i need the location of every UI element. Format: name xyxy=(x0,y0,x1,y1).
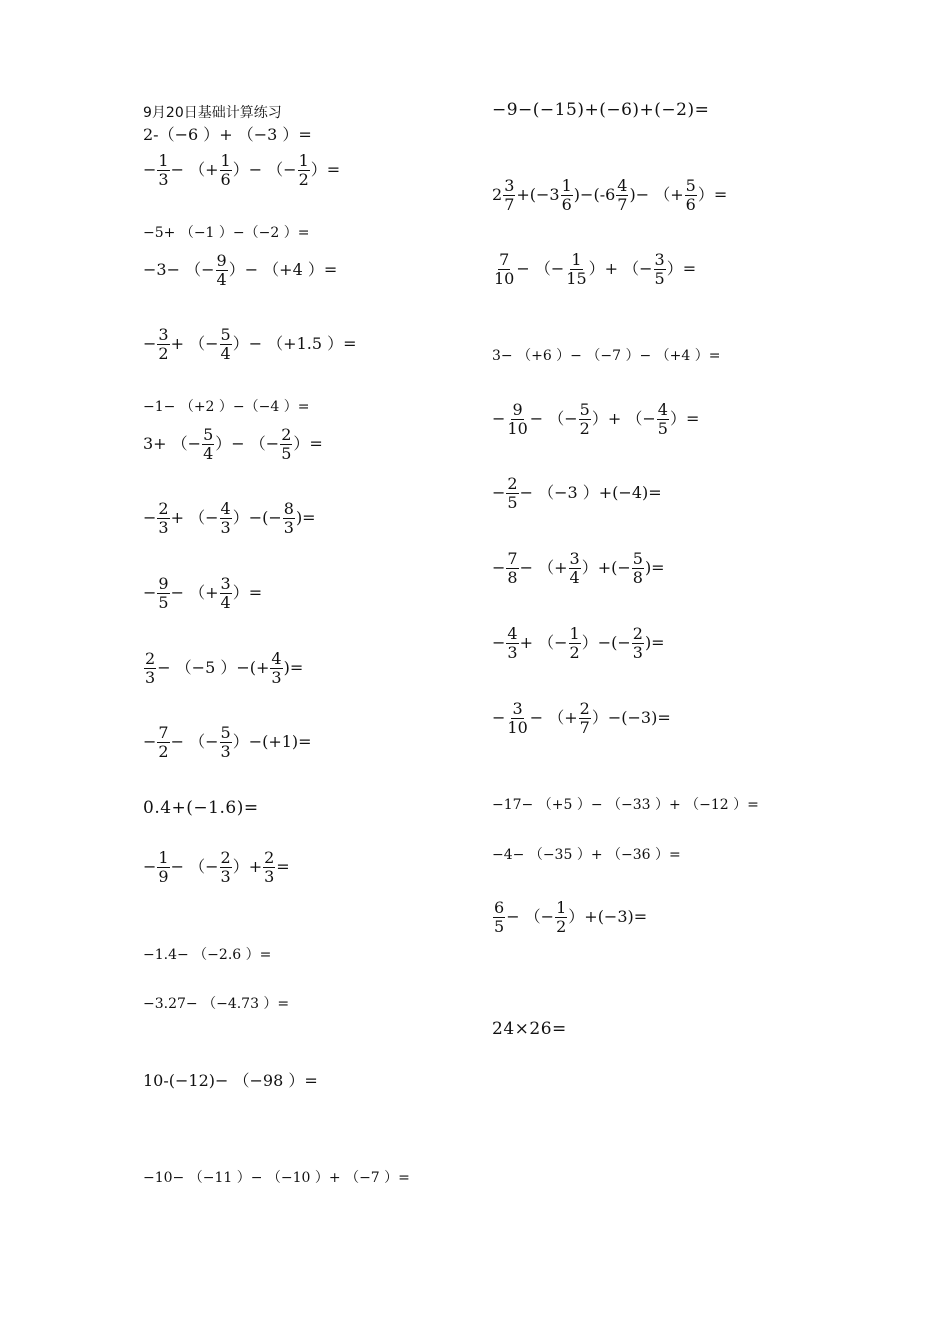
expression-text: ）−(− xyxy=(581,633,631,653)
fraction xyxy=(569,625,581,662)
expression-text: −5+ （−1 ）−（−2 ）= xyxy=(143,225,310,241)
expression-text: ）−(−3)= xyxy=(591,708,671,728)
expression-text: ）−(+1)= xyxy=(232,732,312,752)
fraction-denominator: 3 xyxy=(264,866,275,886)
fraction-numerator: 5 xyxy=(632,549,643,568)
fraction xyxy=(555,899,567,936)
fraction xyxy=(157,575,169,612)
expression-text: − xyxy=(143,732,157,752)
fraction-denominator: 8 xyxy=(507,567,518,587)
expression-text: +(−3 xyxy=(516,185,560,205)
fraction-numerator: 6 xyxy=(494,898,505,917)
fraction-numerator: 2 xyxy=(264,848,275,867)
problem-R6 xyxy=(492,475,662,512)
fraction xyxy=(654,251,666,288)
fraction-numerator: 2 xyxy=(579,699,590,718)
fraction xyxy=(569,550,581,587)
fraction xyxy=(220,849,232,886)
fraction-numerator: 7 xyxy=(499,250,510,269)
fraction xyxy=(579,401,591,438)
expression-text: − （− xyxy=(516,259,565,279)
fraction-numerator: 1 xyxy=(569,624,580,643)
expression-text: 2 xyxy=(492,185,503,205)
expression-text: − xyxy=(143,334,157,354)
fraction-denominator: 7 xyxy=(579,717,590,737)
expression-text: ）= xyxy=(697,185,728,205)
problem-L11 xyxy=(143,724,312,761)
expression-text: − xyxy=(492,558,506,578)
expression-text: )− （+ xyxy=(629,185,684,205)
fraction-numerator: 1 xyxy=(556,898,567,917)
problem-L7 xyxy=(143,426,323,463)
fraction-numerator: 5 xyxy=(220,723,231,742)
expression-text: − （+ xyxy=(170,160,219,180)
problem-L16 xyxy=(143,1073,318,1089)
fraction-denominator: 6 xyxy=(685,194,696,214)
problem-R12 xyxy=(492,899,647,936)
fraction xyxy=(506,550,518,587)
expression-text: ）+ （− xyxy=(588,259,653,279)
fraction-denominator: 3 xyxy=(158,169,169,189)
fraction xyxy=(144,650,156,687)
fraction-numerator: 1 xyxy=(298,151,309,170)
expression-text: − （−5 ）−(+ xyxy=(157,658,270,678)
fraction-numerator: 2 xyxy=(632,624,643,643)
expression-text: )−(-6 xyxy=(573,185,616,205)
fraction-denominator: 3 xyxy=(283,517,294,537)
problem-R8 xyxy=(492,625,665,662)
fraction xyxy=(685,177,697,214)
fraction-numerator: 7 xyxy=(507,549,518,568)
fraction-denominator: 10 xyxy=(507,717,528,737)
expression-text: 10-(−12)− （−98 ）= xyxy=(143,1071,318,1090)
fraction xyxy=(220,724,232,761)
problem-L15 xyxy=(143,997,289,1011)
fraction-denominator: 2 xyxy=(298,169,309,189)
problem-L14 xyxy=(143,948,271,962)
expression-text: −3− （− xyxy=(143,260,215,280)
fraction xyxy=(263,849,275,886)
expression-text: − xyxy=(492,409,506,429)
fraction xyxy=(579,700,591,737)
problem-L3 xyxy=(143,226,309,240)
problem-R7 xyxy=(492,550,665,587)
fraction xyxy=(202,426,214,463)
expression-text: − xyxy=(143,160,157,180)
fraction-denominator: 5 xyxy=(654,268,665,288)
fraction xyxy=(561,177,573,214)
expression-text: − xyxy=(143,508,157,528)
fraction-numerator: 8 xyxy=(283,499,294,518)
problem-L17 xyxy=(143,1171,410,1185)
fraction-denominator: 2 xyxy=(569,642,580,662)
fraction xyxy=(283,500,295,537)
fraction-denominator: 15 xyxy=(566,268,587,288)
fraction-denominator: 2 xyxy=(158,741,169,761)
expression-text: −3.27− （−4.73 ）= xyxy=(143,996,290,1012)
fraction xyxy=(632,625,644,662)
expression-text: )= xyxy=(644,633,665,653)
expression-text: −1.4− （−2.6 ）= xyxy=(143,947,272,963)
expression-text: −9−(−15)+(−6)+(−2)= xyxy=(492,100,710,120)
expression-text: − （+ xyxy=(519,558,568,578)
expression-text: − （− xyxy=(529,409,578,429)
problem-R11 xyxy=(492,848,681,862)
expression-text: −10− （−11 ）− （−10 ）+ （−7 ）= xyxy=(143,1170,410,1186)
fraction-denominator: 7 xyxy=(617,194,628,214)
fraction-denominator: 6 xyxy=(561,194,572,214)
fraction-numerator: 2 xyxy=(158,499,169,518)
expression-text: −1− （+2 ）−（−4 ）= xyxy=(143,399,310,415)
fraction-denominator: 5 xyxy=(281,443,292,463)
expression-text: ）+(−3)= xyxy=(568,907,648,927)
fraction xyxy=(157,152,169,189)
fraction-denominator: 4 xyxy=(203,443,214,463)
expression-text: = xyxy=(276,857,290,877)
fraction xyxy=(157,724,169,761)
fraction xyxy=(298,152,310,189)
fraction-numerator: 9 xyxy=(158,574,169,593)
problem-L13 xyxy=(143,849,290,886)
expression-text: + （− xyxy=(170,508,219,528)
fraction-denominator: 3 xyxy=(220,741,231,761)
fraction-denominator: 8 xyxy=(632,567,643,587)
fraction-denominator: 10 xyxy=(494,268,515,288)
expression-text: −17− （+5 ）− （−33 ）+ （−12 ）= xyxy=(492,797,759,813)
expression-text: ）−(− xyxy=(232,508,282,528)
problem-L4 xyxy=(143,252,337,289)
fraction xyxy=(220,326,232,363)
problem-L1 xyxy=(143,127,312,143)
expression-text: ）= xyxy=(232,583,263,603)
expression-text: ）+ xyxy=(232,857,263,877)
fraction-numerator: 4 xyxy=(657,400,668,419)
expression-text: ）= xyxy=(669,409,700,429)
fraction-denominator: 5 xyxy=(507,492,518,512)
fraction-numerator: 3 xyxy=(158,325,169,344)
fraction xyxy=(506,625,518,662)
expression-text: )= xyxy=(644,558,665,578)
fraction-numerator: 3 xyxy=(220,574,231,593)
expression-text: − （−3 ）+(−4)= xyxy=(519,483,662,503)
expression-text: − xyxy=(492,633,506,653)
expression-text: ）= xyxy=(666,259,697,279)
fraction-numerator: 1 xyxy=(158,848,169,867)
problem-R10 xyxy=(492,798,759,812)
expression-text: ）− （− xyxy=(215,434,280,454)
problem-L6 xyxy=(143,400,309,414)
fraction xyxy=(506,401,528,438)
fraction-denominator: 2 xyxy=(158,343,169,363)
fraction-denominator: 4 xyxy=(220,592,231,612)
fraction xyxy=(565,251,587,288)
fraction xyxy=(220,152,232,189)
fraction-numerator: 9 xyxy=(216,251,227,270)
fraction-numerator: 2 xyxy=(281,425,292,444)
problem-R9 xyxy=(492,700,671,737)
fraction xyxy=(493,251,515,288)
problem-R3 xyxy=(492,251,696,288)
fraction-numerator: 4 xyxy=(507,624,518,643)
fraction-numerator: 1 xyxy=(561,176,572,195)
problem-R5 xyxy=(492,401,699,438)
fraction-denominator: 4 xyxy=(220,343,231,363)
fraction-denominator: 7 xyxy=(504,194,515,214)
expression-text: ）− （− xyxy=(232,160,297,180)
expression-text: 2-（−6 ）+ （−3 ）= xyxy=(143,125,312,144)
fraction-numerator: 2 xyxy=(507,474,518,493)
fraction xyxy=(616,177,628,214)
fraction xyxy=(632,550,644,587)
expression-text: − （− xyxy=(170,857,219,877)
expression-text: + （− xyxy=(170,334,219,354)
fraction-numerator: 2 xyxy=(220,848,231,867)
fraction-denominator: 5 xyxy=(158,592,169,612)
expression-text: ）− （+4 ）= xyxy=(228,260,338,280)
expression-text: − （− xyxy=(170,732,219,752)
expression-text: − xyxy=(492,708,506,728)
expression-text: 24×26= xyxy=(492,1019,567,1039)
problem-L10 xyxy=(143,650,303,687)
expression-text: −4− （−35 ）+ （−36 ）= xyxy=(492,847,681,863)
problem-R2 xyxy=(492,177,727,214)
problem-L12 xyxy=(143,800,259,817)
expression-text: 0.4+(−1.6)= xyxy=(143,798,259,818)
fraction-numerator: 2 xyxy=(145,649,156,668)
fraction-numerator: 9 xyxy=(512,400,523,419)
fraction xyxy=(503,177,515,214)
fraction-denominator: 10 xyxy=(507,418,528,438)
fraction xyxy=(220,575,232,612)
fraction-numerator: 5 xyxy=(685,176,696,195)
fraction-numerator: 1 xyxy=(220,151,231,170)
fraction xyxy=(157,326,169,363)
fraction-numerator: 5 xyxy=(203,425,214,444)
fraction-denominator: 3 xyxy=(507,642,518,662)
fraction xyxy=(657,401,669,438)
fraction-numerator: 3 xyxy=(569,549,580,568)
fraction-numerator: 4 xyxy=(617,176,628,195)
fraction-denominator: 3 xyxy=(220,517,231,537)
fraction-numerator: 3 xyxy=(512,699,523,718)
fraction-denominator: 6 xyxy=(220,169,231,189)
expression-text: − （− xyxy=(506,907,555,927)
fraction-numerator: 5 xyxy=(579,400,590,419)
expression-text: )= xyxy=(283,658,304,678)
expression-text: )= xyxy=(295,508,316,528)
fraction-numerator: 1 xyxy=(571,250,582,269)
fraction xyxy=(506,475,518,512)
fraction-numerator: 4 xyxy=(271,649,282,668)
fraction-numerator: 5 xyxy=(220,325,231,344)
fraction-denominator: 3 xyxy=(271,667,282,687)
fraction xyxy=(506,700,528,737)
problem-R4 xyxy=(492,349,720,363)
fraction xyxy=(157,500,169,537)
fraction-denominator: 2 xyxy=(556,916,567,936)
fraction-denominator: 3 xyxy=(158,517,169,537)
fraction-numerator: 1 xyxy=(158,151,169,170)
problem-L9 xyxy=(143,575,262,612)
expression-text: − xyxy=(492,483,506,503)
expression-text: ）+(− xyxy=(581,558,631,578)
fraction-denominator: 4 xyxy=(216,269,227,289)
page-title: 9月20日基础计算练习 xyxy=(143,105,282,121)
problem-R13 xyxy=(492,1021,567,1038)
fraction-numerator: 7 xyxy=(158,723,169,742)
expression-text: ）= xyxy=(310,160,341,180)
expression-text: ）− （+1.5 ）= xyxy=(232,334,357,354)
fraction-denominator: 3 xyxy=(220,866,231,886)
fraction-numerator: 4 xyxy=(220,499,231,518)
problem-L8 xyxy=(143,500,316,537)
fraction xyxy=(270,650,282,687)
expression-text: ）+ （− xyxy=(591,409,656,429)
fraction xyxy=(220,500,232,537)
fraction xyxy=(216,252,228,289)
expression-text: − （+ xyxy=(529,708,578,728)
fraction xyxy=(157,849,169,886)
fraction-numerator: 3 xyxy=(654,250,665,269)
fraction-denominator: 3 xyxy=(632,642,643,662)
expression-text: ）= xyxy=(293,434,323,454)
fraction-denominator: 5 xyxy=(657,418,668,438)
expression-text: 3− （+6 ）− （−7 ）− （+4 ）= xyxy=(492,348,721,364)
fraction-numerator: 3 xyxy=(504,176,515,195)
problem-L2 xyxy=(143,152,340,189)
expression-text: + （− xyxy=(519,633,568,653)
fraction xyxy=(280,426,292,463)
expression-text: − （+ xyxy=(170,583,219,603)
expression-text: − xyxy=(143,857,157,877)
fraction-denominator: 9 xyxy=(158,866,169,886)
fraction xyxy=(493,899,505,936)
problem-R1 xyxy=(492,102,709,119)
expression-text: 3+ （− xyxy=(143,434,202,454)
fraction-denominator: 5 xyxy=(494,916,505,936)
expression-text: − xyxy=(143,583,157,603)
fraction-denominator: 3 xyxy=(145,667,156,687)
problem-L5 xyxy=(143,326,357,363)
fraction-denominator: 2 xyxy=(579,418,590,438)
fraction-denominator: 4 xyxy=(569,567,580,587)
